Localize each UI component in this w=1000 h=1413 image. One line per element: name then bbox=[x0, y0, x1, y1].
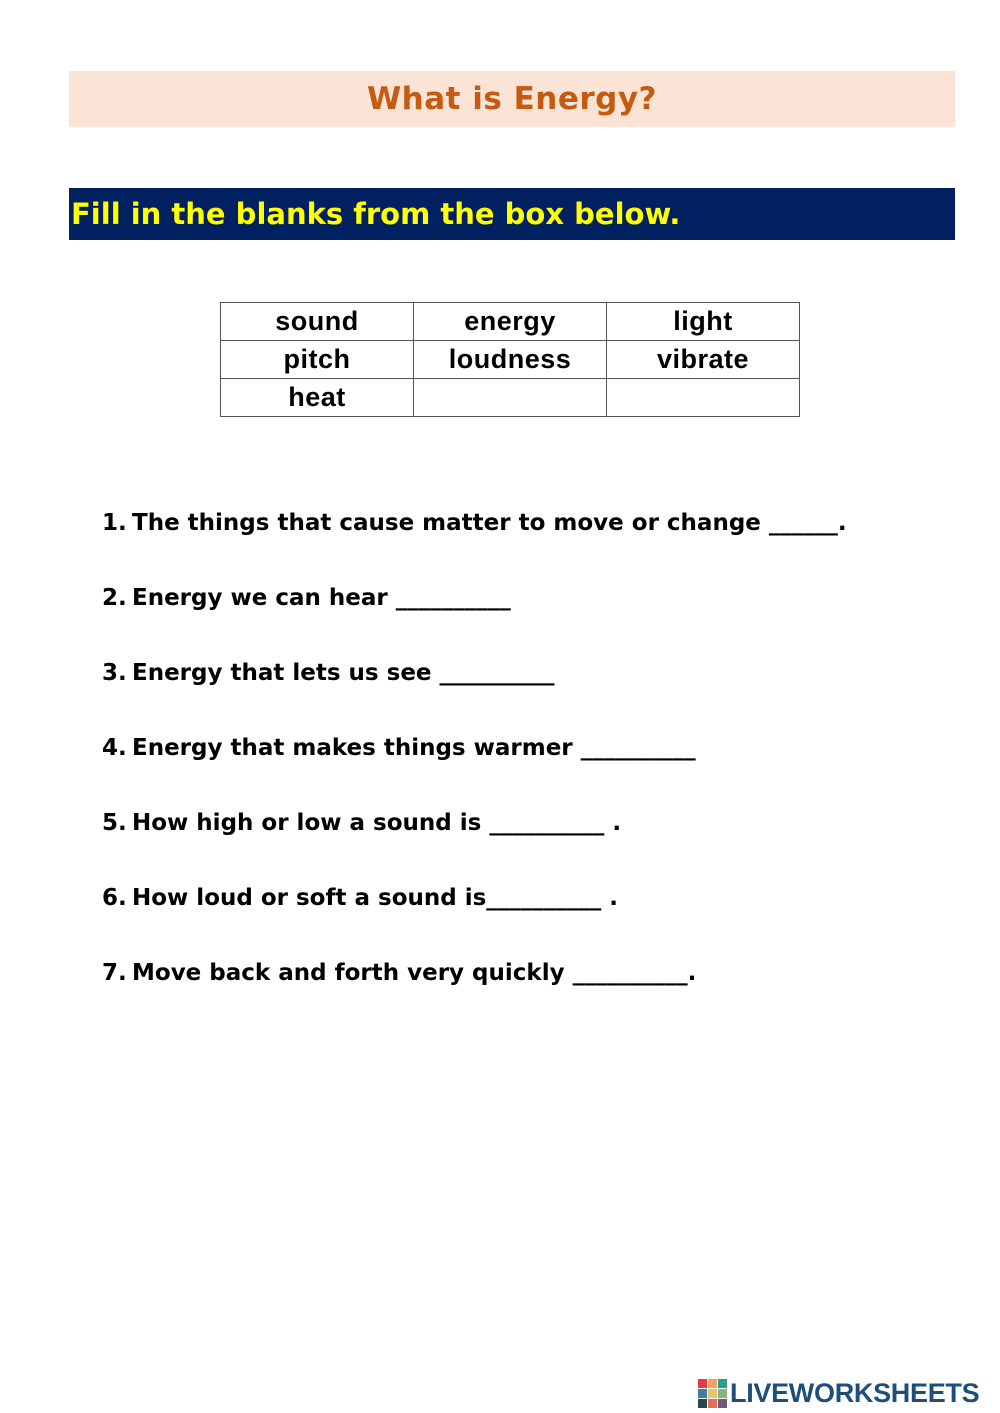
word-cell: loudness bbox=[414, 341, 607, 379]
logo-square bbox=[718, 1389, 727, 1398]
logo-square bbox=[718, 1379, 727, 1388]
word-box bbox=[220, 302, 800, 417]
question-text[interactable]: Move back and forth very quickly __________. bbox=[132, 960, 697, 986]
question-number: 1. bbox=[102, 510, 127, 536]
word-cell bbox=[414, 379, 607, 417]
question-item bbox=[102, 585, 847, 660]
question-item bbox=[102, 660, 847, 735]
question-text[interactable]: How high or low a sound is __________ . bbox=[132, 810, 622, 836]
question-number: 6. bbox=[102, 885, 127, 911]
question-text[interactable]: Energy that lets us see __________ bbox=[132, 660, 555, 686]
word-cell: vibrate bbox=[607, 341, 800, 379]
question-text[interactable]: Energy we can hear __________ bbox=[132, 585, 511, 611]
question-item bbox=[102, 510, 847, 585]
question-number: 7. bbox=[102, 960, 127, 986]
logo-square bbox=[698, 1399, 707, 1408]
logo-square bbox=[708, 1399, 717, 1408]
question-item bbox=[102, 810, 847, 885]
question-list bbox=[102, 510, 847, 1035]
question-text[interactable]: How loud or soft a sound is__________ . bbox=[132, 885, 619, 911]
logo-square bbox=[718, 1399, 727, 1408]
page-title: What is Energy? bbox=[366, 81, 658, 117]
question-number: 4. bbox=[102, 735, 127, 761]
word-box-row bbox=[221, 379, 800, 417]
logo-text: LIVEWORKSHEETS bbox=[730, 1377, 980, 1408]
word-box-row bbox=[221, 303, 800, 341]
question-text[interactable]: The things that cause matter to move or change ______. bbox=[132, 510, 847, 536]
question-number: 2. bbox=[102, 585, 127, 611]
instruction-band bbox=[69, 188, 955, 240]
question-number: 5. bbox=[102, 810, 127, 836]
question-item bbox=[102, 960, 847, 1035]
question-number: 3. bbox=[102, 660, 127, 686]
liveworksheets-logo bbox=[698, 1378, 979, 1408]
logo-square bbox=[708, 1389, 717, 1398]
logo-square bbox=[698, 1389, 707, 1398]
word-cell: heat bbox=[221, 379, 414, 417]
logo-mark-icon bbox=[698, 1379, 727, 1408]
question-item bbox=[102, 735, 847, 810]
word-cell bbox=[607, 379, 800, 417]
question-text[interactable]: Energy that makes things warmer __________ bbox=[132, 735, 696, 761]
word-cell: energy bbox=[414, 303, 607, 341]
word-cell: pitch bbox=[221, 341, 414, 379]
question-item bbox=[102, 885, 847, 960]
word-box-row bbox=[221, 341, 800, 379]
title-band bbox=[69, 71, 955, 127]
word-cell: light bbox=[607, 303, 800, 341]
logo-square bbox=[698, 1379, 707, 1388]
instruction-text: Fill in the blanks from the box below. bbox=[71, 197, 681, 231]
word-cell: sound bbox=[221, 303, 414, 341]
logo-square bbox=[708, 1379, 717, 1388]
